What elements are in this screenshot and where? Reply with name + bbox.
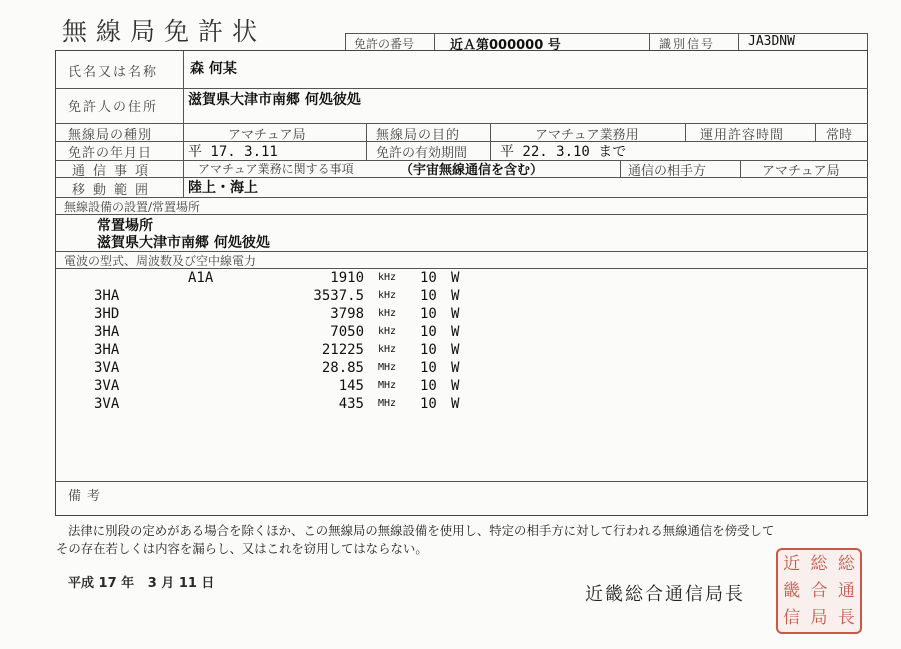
emission-power-unit: W xyxy=(451,342,460,358)
seal-char: 長 xyxy=(837,608,855,629)
station-type: アマチュア局 xyxy=(228,128,306,143)
emission-unit: MHz xyxy=(378,362,397,373)
emission-power: 10 xyxy=(420,306,437,322)
emission-power: 10 xyxy=(420,324,437,340)
emission-frequency: 7050 xyxy=(330,324,364,340)
location-label: 無線設備の設置/常置場所 xyxy=(64,200,201,214)
emission-type: A1A xyxy=(188,270,214,286)
validity-label: 免許の有効期間 xyxy=(376,146,468,161)
emission-row xyxy=(60,306,490,323)
hours: 常時 xyxy=(826,128,853,143)
seal-char: 畿 xyxy=(783,580,801,601)
license-number: 近Ａ第000000 号 xyxy=(450,38,561,53)
emission-unit: kHz xyxy=(378,308,397,319)
emission-row xyxy=(60,288,490,305)
notice-line-1: 法律に別段の定めがある場合を除くほか、この無線局の無線設備を使用し、特定の相手方に対して行われる無線通信を傍受して xyxy=(68,523,775,538)
emission-type: 3HA xyxy=(94,288,120,304)
notice-line-2: その存在若しくは内容を漏らし、又はこれを窃用してはならない。 xyxy=(56,541,428,556)
name-label: 氏名又は名称 xyxy=(68,65,159,80)
remarks-label: 備考 xyxy=(68,489,107,504)
emission-power: 10 xyxy=(420,396,437,412)
emission-unit: kHz xyxy=(378,326,397,337)
emission-frequency: 145 xyxy=(338,378,364,394)
seal-char: 局 xyxy=(810,608,828,629)
comm-note: （宇宙無線通信を含む） xyxy=(400,163,544,178)
emission-power: 10 xyxy=(420,378,437,394)
license-number-label: 免許の番号 xyxy=(354,37,415,51)
seal-char: 信 xyxy=(783,608,801,629)
emission-type: 3VA xyxy=(94,360,120,376)
issue-date: 平成 17 年 3 月 11 日 xyxy=(68,576,215,591)
emission-frequency: 3537.5 xyxy=(313,288,364,304)
emission-power: 10 xyxy=(420,360,437,376)
license-header xyxy=(345,33,868,51)
location-address: 滋賀県大津市南郷 何処彼処 xyxy=(97,235,270,251)
call-sign: JA3DNW xyxy=(748,34,795,49)
seal-char: 近 xyxy=(783,553,801,574)
emission-unit: MHz xyxy=(378,380,397,391)
range: 陸上・海上 xyxy=(188,180,258,196)
emission-power-unit: W xyxy=(451,306,460,322)
emission-row xyxy=(60,342,490,359)
emission-frequency: 28.85 xyxy=(321,360,364,376)
emissions-label: 電波の型式、周波数及び空中線電力 xyxy=(64,254,257,268)
emission-power-unit: W xyxy=(451,324,460,340)
emission-row xyxy=(60,324,490,341)
emission-row xyxy=(60,360,490,377)
emission-type: 3VA xyxy=(94,378,120,394)
emission-power: 10 xyxy=(420,342,437,358)
station-type-label: 無線局の種別 xyxy=(68,128,153,143)
official-seal xyxy=(776,548,862,634)
emission-power-unit: W xyxy=(451,396,460,412)
emission-power: 10 xyxy=(420,288,437,304)
seal-char: 総 xyxy=(810,553,828,574)
emission-type: 3HD xyxy=(94,306,120,322)
emission-power-unit: W xyxy=(451,288,460,304)
emission-type: 3HA xyxy=(94,324,120,340)
seal-char: 通 xyxy=(837,580,855,601)
emission-power: 10 xyxy=(420,270,437,286)
seal-char: 総 xyxy=(837,553,855,574)
emission-frequency: 435 xyxy=(338,396,364,412)
emission-row xyxy=(60,396,490,413)
purpose: アマチュア業務用 xyxy=(535,128,639,143)
emission-type: 3VA xyxy=(94,396,120,412)
emission-frequency: 3798 xyxy=(330,306,364,322)
emission-unit: kHz xyxy=(378,290,397,301)
call-sign-label: 識別信号 xyxy=(659,37,716,51)
holder-address: 滋賀県大津市南郷 何処彼処 xyxy=(188,92,361,108)
validity: 平 22. 3.10 まで xyxy=(500,144,627,160)
emission-unit: kHz xyxy=(378,272,397,283)
holder-name: 森 何某 xyxy=(190,61,237,77)
emission-unit: kHz xyxy=(378,344,397,355)
location-heading: 常置場所 xyxy=(97,218,153,234)
purpose-label: 無線局の目的 xyxy=(376,128,461,143)
seal-char: 合 xyxy=(810,580,828,601)
emission-frequency: 1910 xyxy=(330,270,364,286)
date-label: 免許の年月日 xyxy=(68,146,153,161)
hours-label: 運用許容時間 xyxy=(700,128,785,143)
document-title: 無線局免許状 xyxy=(62,17,267,46)
emission-type: 3HA xyxy=(94,342,120,358)
emission-power-unit: W xyxy=(451,378,460,394)
partner: アマチュア局 xyxy=(762,164,840,179)
comm-matter-label: 通信事項 xyxy=(72,164,157,179)
emission-power-unit: W xyxy=(451,270,460,286)
issuing-authority: 近畿総合通信局長 xyxy=(585,584,745,605)
partner-label: 通信の相手方 xyxy=(628,164,707,179)
emission-power-unit: W xyxy=(451,360,460,376)
address-label: 免許人の住所 xyxy=(68,100,159,115)
emission-row xyxy=(60,378,490,395)
range-label: 移動範囲 xyxy=(72,183,157,198)
emission-row xyxy=(60,270,490,287)
emission-unit: MHz xyxy=(378,398,397,409)
license-date: 平 17. 3.11 xyxy=(188,144,278,160)
emission-frequency: 21225 xyxy=(321,342,364,358)
comm-matter: アマチュア業務に関する事項 xyxy=(198,162,354,176)
